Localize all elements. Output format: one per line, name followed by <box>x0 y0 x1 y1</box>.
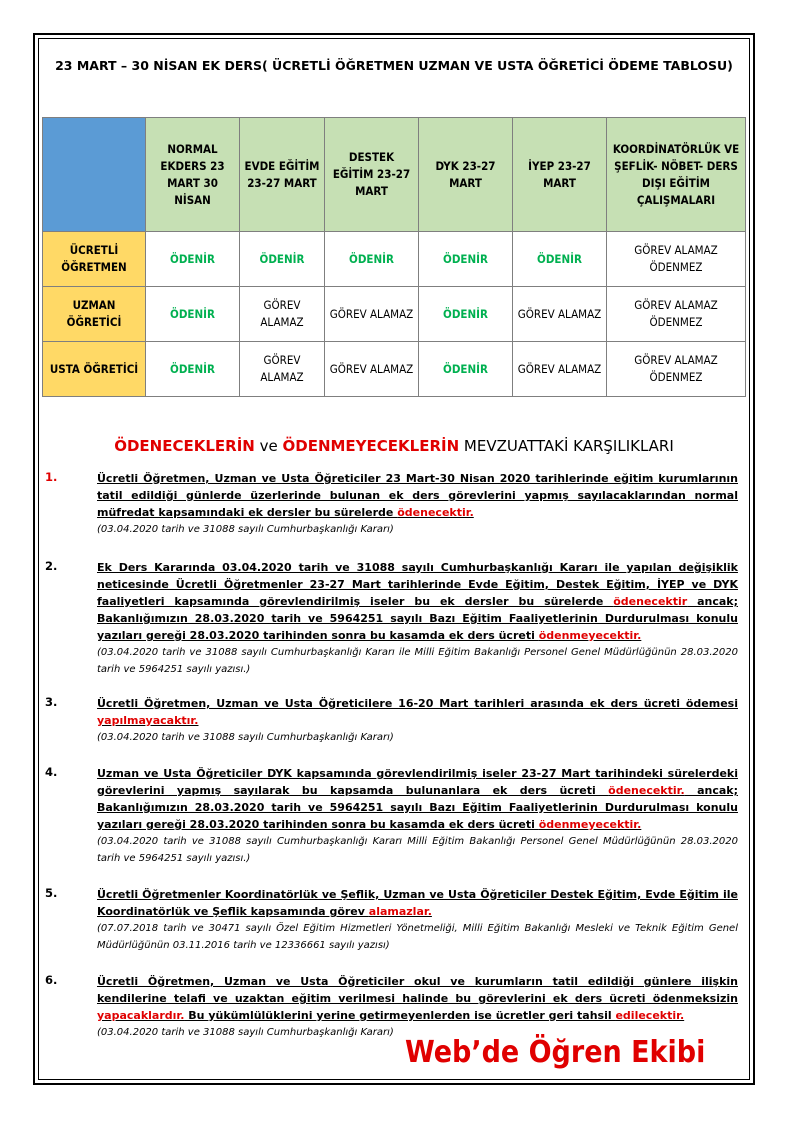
list-item <box>45 973 738 1041</box>
item-text-part: ancak; Bakanlığımızın 28.03.2020 tarih ve 5964251 sayılı Bazı Eğitim Faaliyetlerinin Durdurulması konulu yazıları gereği 28.03.2020 tarihinden sonra bu kasamda ek ders ücreti <box>97 595 738 642</box>
list-item <box>45 886 738 954</box>
table-cell: GÖREV ALAMAZ <box>240 287 325 342</box>
column-header: İYEP 23-27 MART <box>513 118 607 232</box>
table-cell: GÖREV ALAMAZ ÖDENMEZ <box>607 342 746 397</box>
item-highlight: ödenmeyecektir. <box>538 818 642 831</box>
payment-table <box>42 117 746 397</box>
item-reference: (03.04.2020 tarih ve 31088 sayılı Cumhurbaşkanlığı Kararı Milli Eğitim Bakanlığı Personel Genel Müdürlüğünün 28.03.2020 tarih ve 5964251 sayılı yazısı.) <box>97 836 738 864</box>
item-number: 3. <box>45 695 58 709</box>
table-corner-cell <box>43 118 146 232</box>
item-highlight: yapılmayacaktır. <box>97 714 199 727</box>
table-cell: GÖREV ALAMAZ ÖDENMEZ <box>607 287 746 342</box>
item-text-part: Ücretli Öğretmenler Koordinatörlük ve Şeflik, Uzman ve Usta Öğreticiler Destek Eğitim, Evde Eğitim ile Koordinatörlük ve Şeflik kapsamında görev <box>97 888 738 918</box>
item-number: 6. <box>45 973 58 987</box>
item-text-part: Uzman ve Usta Öğreticiler DYK kapsamında görevlendirilmiş iseler 23-27 Mart tarihindeki sürelerdeki görevlerini yapmış sayılarak bu kapsamda bulunanlara ek ders ücreti <box>97 767 738 797</box>
table-row <box>43 287 746 342</box>
item-text-part: Ücretli Öğretmen, Uzman ve Usta Öğreticiler okul ve kurumların tatil edildiği günlere ilişkin kendilerine telafi ve uzaktan eğitim verilmesi halinde bu görevlerini ek ders ücreti ödenmeksizin <box>97 975 738 1005</box>
regulation-list <box>45 470 739 1041</box>
brand-signature: Web’de Öğren Ekibi <box>405 1035 706 1070</box>
item-highlight: edilecektir. <box>615 1009 685 1022</box>
table-cell: ÖDENİR <box>513 232 607 287</box>
table-row <box>43 232 746 287</box>
item-highlight: alamazlar. <box>368 905 432 918</box>
table-cell: GÖREV ALAMAZ <box>513 287 607 342</box>
row-header: ÜCRETLİ ÖĞRETMEN <box>43 232 146 287</box>
item-highlight: ödenecektir. <box>397 506 474 519</box>
heading-payable: ÖDENECEKLERİN <box>114 437 255 455</box>
item-highlight: ödenecektir. <box>608 784 685 797</box>
page-title: 23 MART – 30 NİSAN EK DERS( ÜCRETLİ ÖĞRETMEN UZMAN VE USTA ÖĞRETİCİ ÖDEME TABLOSU) <box>55 58 733 73</box>
item-text-part: Bu yükümlülüklerini yerine getirmeyenlerden ise ücretler geri tahsil <box>184 1009 616 1022</box>
item-number: 1. <box>45 470 58 484</box>
table-cell: ÖDENİR <box>325 232 419 287</box>
item-text-part: Ücretli Öğretmen, Uzman ve Usta Öğreticiler 23 Mart-30 Nisan 2020 tarihlerinde eğitim kurumlarının tatil edildiği günlerde üzerlerinde bulunan ek ders görevlerini yapmış sayılacaklarından normal müfredat kapsamındaki ek dersler bu sürelerde <box>97 472 738 519</box>
table-cell: GÖREV ALAMAZ <box>325 342 419 397</box>
table-cell: ÖDENİR <box>419 232 513 287</box>
item-reference: (07.07.2018 tarih ve 30471 sayılı Özel Eğitim Hizmetleri Yönetmeliği, Milli Eğitim Bakanlığı Mesleki ve Teknik Eğitim Genel Müdürlüğünün 03.11.2016 tarih ve 12336661 sayılı yazısı) <box>97 923 738 951</box>
item-text-part: ancak; Bakanlığımızın 28.03.2020 tarih ve 5964251 sayılı Bazı Eğitim Faaliyetlerinin Durdurulması konulu yazıları gereği 28.03.2020 tarihinden sonra bu kasamda ek ders ücreti <box>97 784 739 831</box>
item-text <box>97 886 738 920</box>
table-cell: ÖDENİR <box>240 232 325 287</box>
list-item <box>45 695 738 746</box>
heading-nonpayable: ÖDENMEYECEKLERİN <box>282 437 460 455</box>
table-cell: GÖREV ALAMAZ ÖDENMEZ <box>607 232 746 287</box>
item-highlight: yapacaklardır. <box>97 1009 185 1022</box>
table-cell: GÖREV ALAMAZ <box>240 342 325 397</box>
table-cell: ÖDENİR <box>146 287 240 342</box>
table-cell: GÖREV ALAMAZ <box>325 287 419 342</box>
list-item <box>45 559 738 678</box>
table-cell: ÖDENİR <box>419 287 513 342</box>
item-text-part: Ücretli Öğretmen, Uzman ve Usta Öğreticilere 16-20 Mart tarihleri arasında ek ders ücreti ödemesi <box>97 697 738 710</box>
table-cell: ÖDENİR <box>146 342 240 397</box>
column-header: DYK 23-27 MART <box>419 118 513 232</box>
item-text <box>97 765 738 833</box>
heading-rest: MEVZUATTAKİ KARŞILIKLARI <box>459 437 674 455</box>
table-cell: ÖDENİR <box>146 232 240 287</box>
column-header: KOORDİNATÖRLÜK VE ŞEFLİK- NÖBET- DERS DIŞI EĞİTİM ÇALIŞMALARI <box>607 118 746 232</box>
list-item <box>45 765 739 867</box>
item-highlight: ödenecektir <box>613 595 688 608</box>
item-reference: (03.04.2020 tarih ve 31088 sayılı Cumhurbaşkanlığı Kararı) <box>97 1027 394 1038</box>
row-header: USTA ÖĞRETİCİ <box>43 342 146 397</box>
table-row <box>43 342 746 397</box>
column-header: NORMAL EKDERS 23 MART 30 NİSAN <box>146 118 240 232</box>
item-number: 5. <box>45 886 58 900</box>
section-heading <box>40 437 748 455</box>
item-reference: (03.04.2020 tarih ve 31088 sayılı Cumhurbaşkanlığı Kararı) <box>97 732 394 743</box>
item-text-part: Ek Ders Kararında 03.04.2020 tarih ve 31088 sayılı Cumhurbaşkanlığı Kararı ile yapılan değişiklik neticesinde Ücretli Öğretmenler 23-27 Mart tarihlerinde Evde Eğitim, Destek Eğitim, İYEP ve DYK faaliyetleri kapsamında görevlendirilmiş iseler bu ek dersler bu sürelerde <box>97 561 738 608</box>
row-header: UZMAN ÖĞRETİCİ <box>43 287 146 342</box>
item-reference: (03.04.2020 tarih ve 31088 sayılı Cumhurbaşkanlığı Kararı) <box>97 524 394 535</box>
item-reference: (03.04.2020 tarih ve 31088 sayılı Cumhurbaşkanlığı Kararı ile Milli Eğitim Bakanlığı Personel Genel Müdürlüğünün 28.03.2020 tarih ve 5964251 sayılı yazısı.) <box>97 647 738 675</box>
table-cell: GÖREV ALAMAZ <box>513 342 607 397</box>
item-text <box>97 559 738 644</box>
item-text <box>97 973 738 1024</box>
item-number: 4. <box>45 765 58 779</box>
list-item <box>45 470 738 538</box>
column-header: EVDE EĞİTİM 23-27 MART <box>240 118 325 232</box>
heading-connector: ve <box>254 437 283 455</box>
table-cell: ÖDENİR <box>419 342 513 397</box>
item-text <box>97 470 738 521</box>
table-header-row <box>43 118 746 232</box>
item-number: 2. <box>45 559 58 573</box>
item-highlight: ödenmeyecektir. <box>538 629 642 642</box>
item-text <box>97 695 738 729</box>
column-header: DESTEK EĞİTİM 23-27 MART <box>325 118 419 232</box>
